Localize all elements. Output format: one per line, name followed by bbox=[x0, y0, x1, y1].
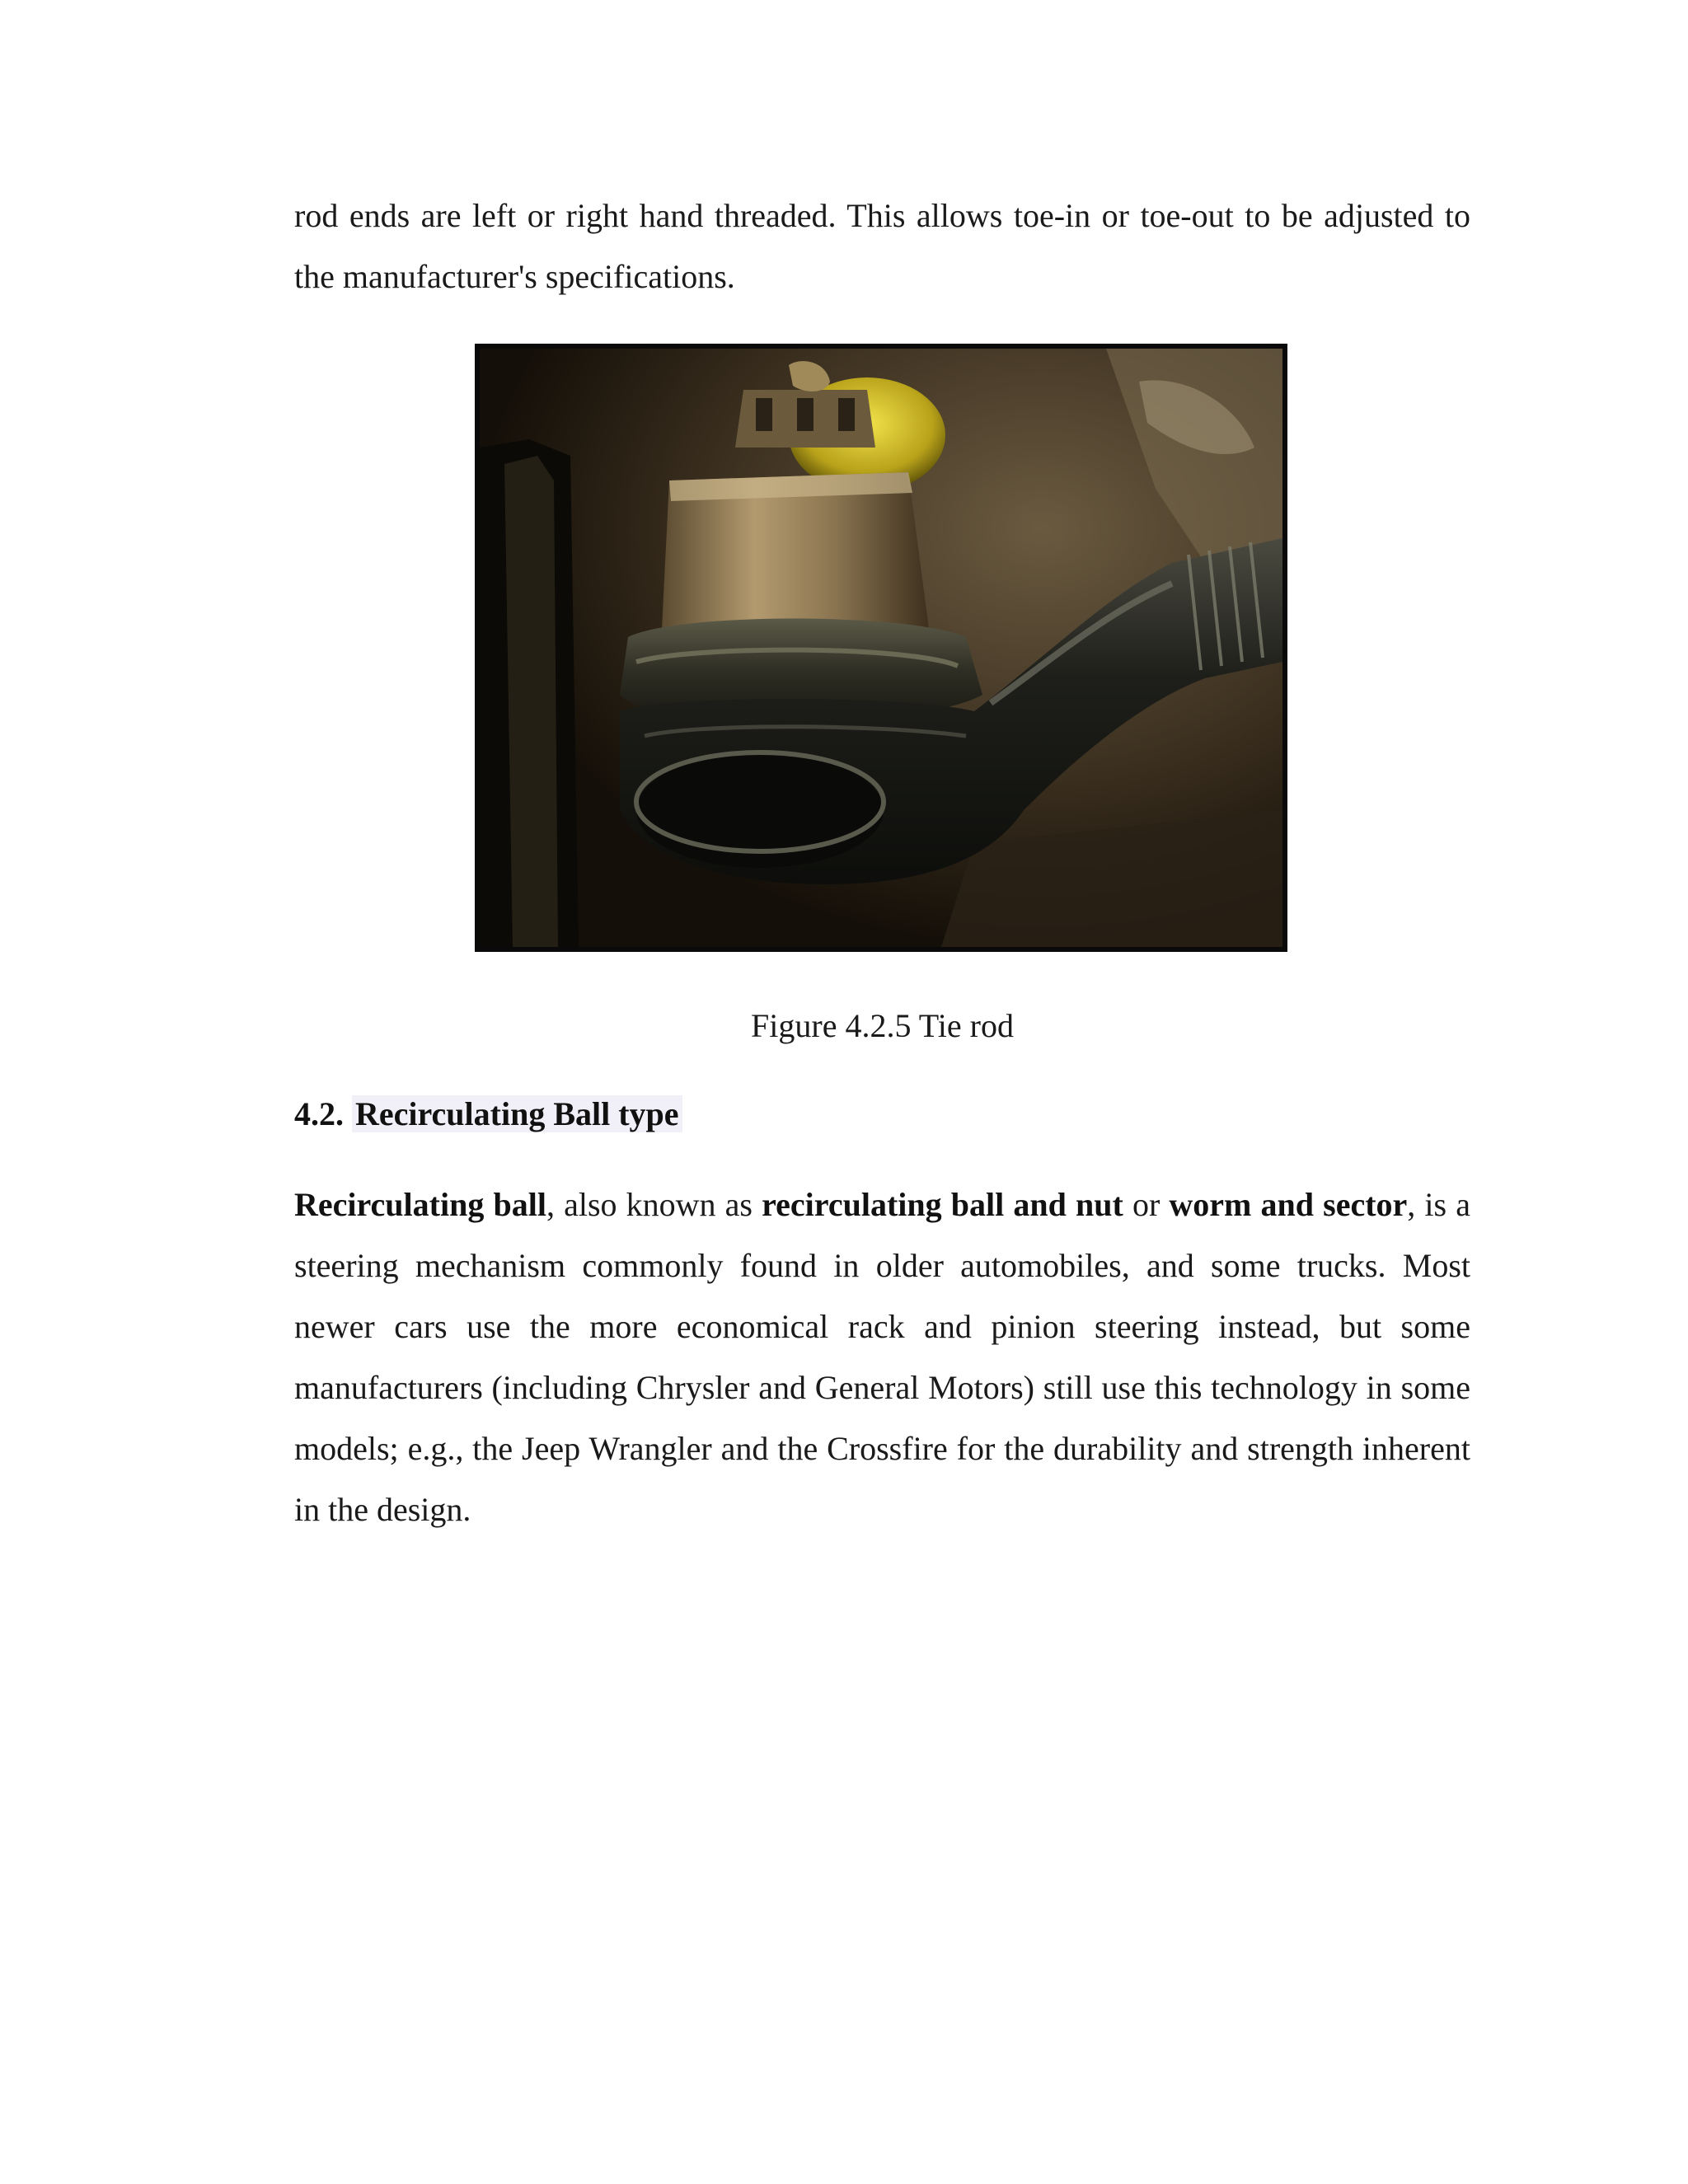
section-title: Recirculating Ball type bbox=[352, 1095, 682, 1132]
figure-caption: Figure 4.2.5 Tie rod bbox=[751, 1007, 1014, 1044]
body-text-1: , also known as bbox=[546, 1186, 762, 1223]
term-worm-and-sector: worm and sector bbox=[1169, 1186, 1408, 1223]
body-text-3: , is a steering mechanism commonly found in older automobiles, and some trucks. Most newer cars use the more economical rack and pinion steering instead, but some manufacturers (including Chrysler and General Motors) still use this technology in some models; e.g., the Jeep Wrangler and the Crossfire for the durability and strength inherent in the design. bbox=[294, 1186, 1470, 1528]
intro-paragraph: rod ends are left or right hand threaded. This allows toe-in or toe-out to be adjusted to the manufacturer's specifications. bbox=[294, 197, 1470, 295]
body-text-2: or bbox=[1123, 1186, 1170, 1223]
term-ball-and-nut: recirculating ball and nut bbox=[762, 1186, 1123, 1223]
term-recirculating-ball: Recirculating ball bbox=[294, 1186, 546, 1223]
section-number: 4.2. bbox=[294, 1095, 344, 1132]
tie-rod-photo bbox=[475, 344, 1287, 952]
body-paragraph bbox=[294, 1174, 1470, 1540]
section-heading bbox=[294, 1090, 682, 1139]
tie-rod-illustration bbox=[480, 349, 1282, 947]
